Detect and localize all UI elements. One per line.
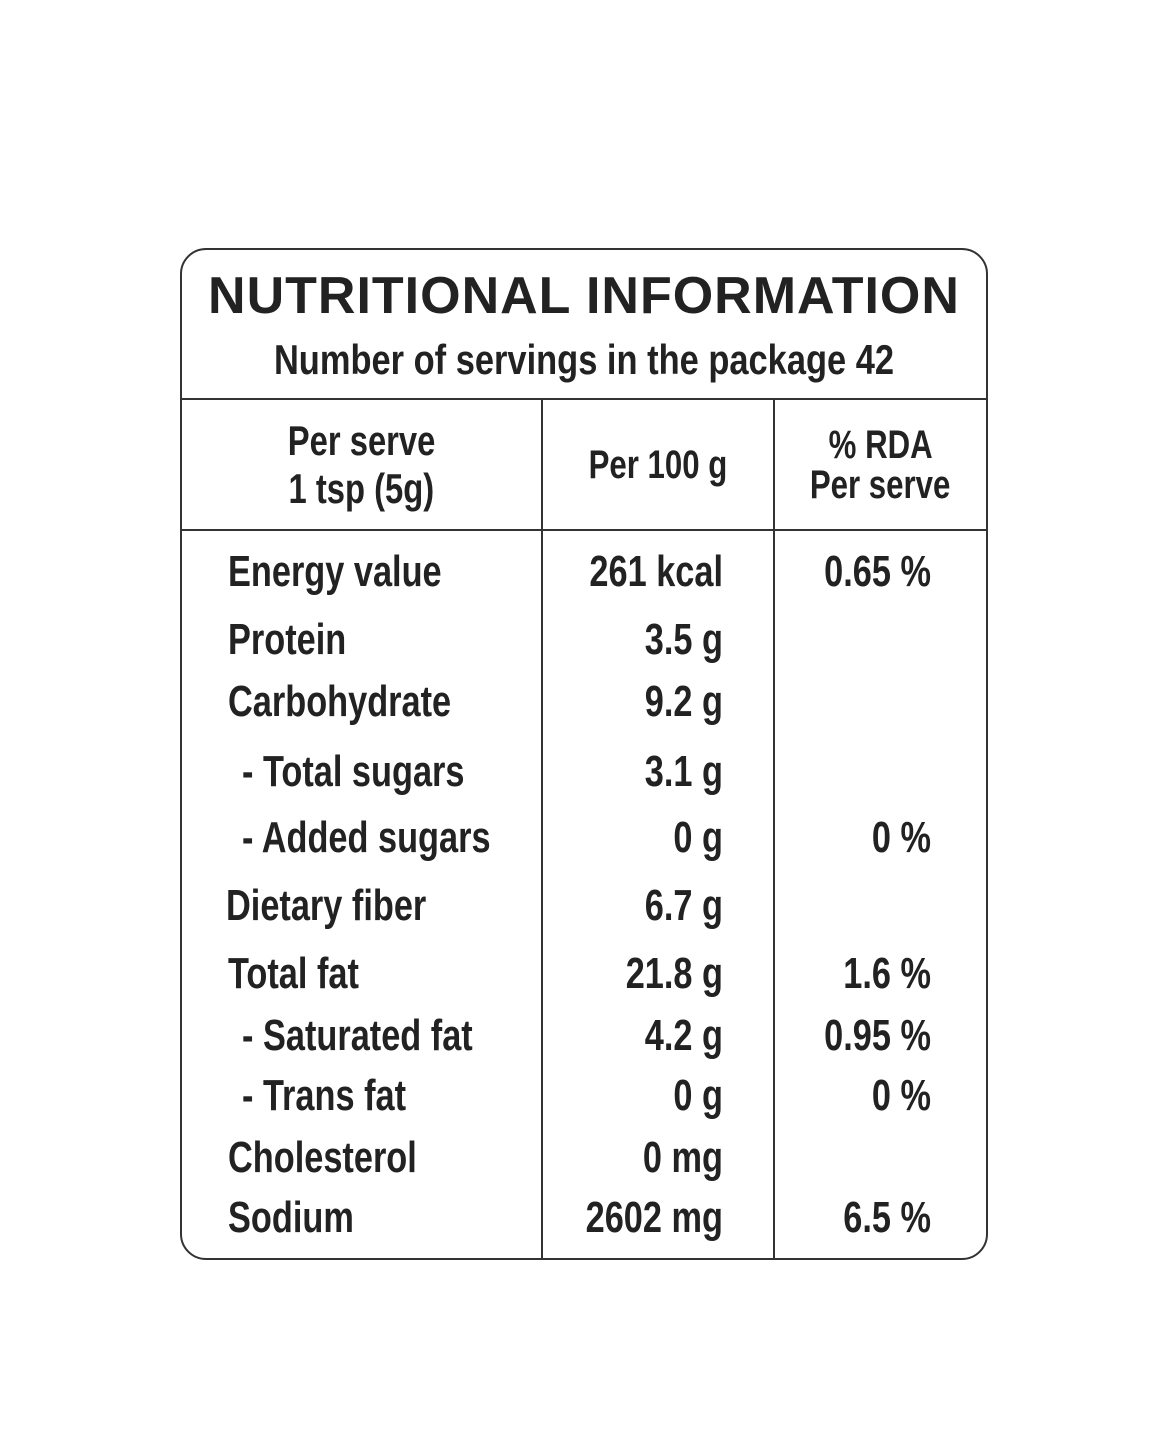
nutrient-rda: 0 % (871, 813, 931, 862)
nutrient-name: Dietary fiber (226, 881, 427, 930)
nutrient-rda (809, 610, 931, 670)
nutrient-rda: 6.5 % (843, 1193, 931, 1242)
nutrient-value: 261 kcal (589, 547, 723, 596)
nutrient-name: - Added sugars (242, 813, 491, 862)
table-row (182, 610, 986, 670)
nutrient-value: 4.2 g (644, 1011, 723, 1060)
nutrition-panel (180, 248, 988, 1260)
nutrient-name: Sodium (228, 1193, 354, 1242)
table-row (182, 808, 986, 868)
header-per-serve-line1: Per serve (287, 416, 436, 464)
servings-subtitle: Number of servings in the package 42 (273, 336, 895, 383)
nutrient-name: - Total sugars (242, 747, 465, 796)
nutrient-value: 2602 mg (585, 1193, 723, 1242)
table-row (182, 672, 986, 732)
nutrient-name: - Trans fat (242, 1071, 407, 1120)
nutrient-rda: 0 % (871, 1071, 931, 1120)
table-row (182, 1066, 986, 1126)
header-rda-line2: Per serve (810, 462, 951, 507)
nutrient-rda (809, 742, 931, 802)
table-row (182, 542, 986, 602)
header-per-serve-line2: 1 tsp (5g) (288, 464, 435, 512)
nutrient-value: 0 g (673, 1071, 723, 1120)
nutrient-rda: 0.65 % (824, 547, 931, 596)
nutrient-name: - Saturated fat (242, 1011, 473, 1060)
nutrient-rda: 0.95 % (824, 1011, 931, 1060)
table-header (182, 400, 986, 531)
table-row (182, 1006, 986, 1066)
table-row (182, 1188, 986, 1248)
nutrient-rda (809, 672, 931, 732)
table-row (182, 742, 986, 802)
nutrient-name: Energy value (228, 547, 442, 596)
nutrient-value: 3.1 g (644, 747, 723, 796)
header-per-100g-label: Per 100 g (588, 442, 728, 487)
header-rda (775, 400, 986, 529)
nutrient-value: 21.8 g (625, 949, 723, 998)
nutrient-rda (809, 1128, 931, 1188)
table-row (182, 876, 986, 936)
header-rda-line1: % RDA (828, 422, 933, 467)
nutrient-name: Total fat (228, 949, 359, 998)
table-row (182, 1128, 986, 1188)
nutrient-value: 0 g (673, 813, 723, 862)
nutrient-value: 9.2 g (644, 677, 723, 726)
header-per-serve (182, 400, 541, 529)
nutrient-rda (809, 876, 931, 936)
nutrient-name: Cholesterol (228, 1133, 417, 1182)
nutrient-value: 3.5 g (644, 615, 723, 664)
panel-title: NUTRITIONAL INFORMATION (208, 267, 960, 325)
title-block (182, 250, 986, 400)
nutrient-name: Protein (228, 615, 347, 664)
nutrient-name: Carbohydrate (228, 677, 452, 726)
nutrient-value: 0 mg (642, 1133, 723, 1182)
header-per-100g (543, 400, 773, 529)
nutrient-value: 6.7 g (644, 881, 723, 930)
nutrient-rda: 1.6 % (843, 949, 931, 998)
table-row (182, 944, 986, 1004)
